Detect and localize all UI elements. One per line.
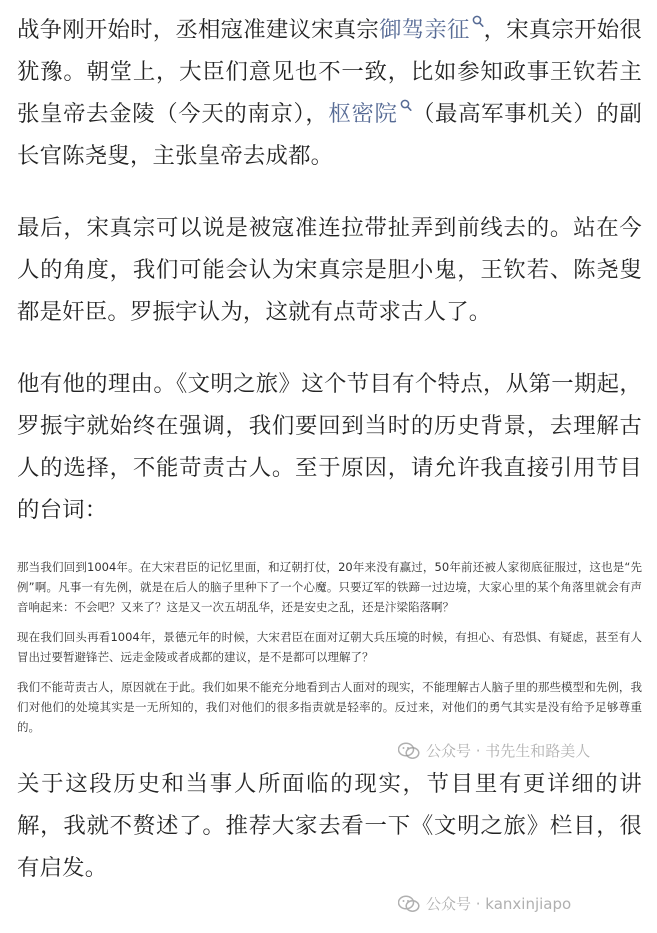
paragraph-2: 最后，宋真宗可以说是被寇准连拉带扯弄到前线去的。站在今人的角度，我们可能会认为宋真宗是胆小鬼，王钦若、陈尧叟都是奸臣。罗振宇认为，这就有点苛求古人了。 bbox=[17, 215, 642, 325]
watermark-2-text: 公众号 · kanxinjiapo bbox=[426, 895, 572, 913]
paragraph-3: 他有他的理由。《文明之旅》这个节目有个特点，从第一期起，罗振宇就始终在强调，我们要回到当时的历史背景，去理解古人的选择，不能苛责古人。至于原因，请允许我直接引用节目的台词： bbox=[17, 371, 642, 523]
quote-paragraph-2: 现在我们回头再看1004年，景德元年的时候，大宋君臣在面对辽朝大兵压境的时候，有担心、有恐惧、有疑虑，甚至有人冒出过要暂避锋芒、远走金陵或者成都的建议，是不是都可以理解了？ bbox=[17, 630, 642, 664]
watermark-1-text: 公众号 · 书先生和路美人 bbox=[426, 742, 591, 760]
quote-paragraph-3: 我们不能苛责古人，原因就在于此。我们如果不能充分地看到古人面对的现实，不能理解古人脑子里的那些模型和先例，我们对他们的处境其实是一无所知的，我们对他们的很多指责就是轻率的。反过来，对他们的勇气其实是没有给予足够尊重的。 bbox=[17, 680, 642, 734]
search-icon[interactable] bbox=[400, 99, 412, 113]
search-icon[interactable] bbox=[472, 15, 484, 29]
link-yujia-qinzheng-label[interactable]: 御驾亲征 bbox=[379, 17, 470, 43]
link-shumiyuan-label[interactable]: 枢密院 bbox=[328, 101, 398, 127]
watermark-2 bbox=[398, 893, 571, 914]
wechat-official-account-icon bbox=[398, 742, 420, 760]
quoted-transcript bbox=[17, 557, 642, 737]
paragraph-1-text-a: 战争刚开始时，丞相寇准建议宋真宗 bbox=[17, 17, 380, 43]
watermark-1 bbox=[398, 740, 590, 761]
quote-paragraph-1: 那当我们回到1004年。在大宋君臣的记忆里面，和辽朝打仗，20年来没有赢过，50年前还被人家彻底征服过，这也是“先例”啊。凡事一有先例，就是在后人的脑子里种下了一个心魔。只要辽军的铁蹄一过边境，大家心里的某个角落里就会有声音响起来：不会吧？又来了？这是又一次五胡乱华，还是安史之乱，还是汴梁陷落啊？ bbox=[17, 560, 642, 614]
paragraph-1-text-c: （最高军事机关）的副长官陈尧叟，主张皇帝去成都。 bbox=[17, 101, 642, 169]
paragraph-1 bbox=[17, 9, 642, 177]
paragraph-1-text-b: ，宋真宗开始很犹豫。朝堂上，大臣们意见也不一致，比如参知政事王钦若主张皇帝去金陵（今天的南京）， bbox=[17, 17, 642, 127]
wechat-official-account-icon bbox=[398, 895, 420, 913]
link-shumiyuan[interactable] bbox=[328, 101, 411, 127]
paragraph-4: 关于这段历史和当事人所面临的现实，节目里有更详细的讲解，我就不赘述了。推荐大家去看一下《文明之旅》栏目，很有启发。 bbox=[17, 771, 642, 881]
link-yujia-qinzheng[interactable] bbox=[379, 17, 484, 43]
